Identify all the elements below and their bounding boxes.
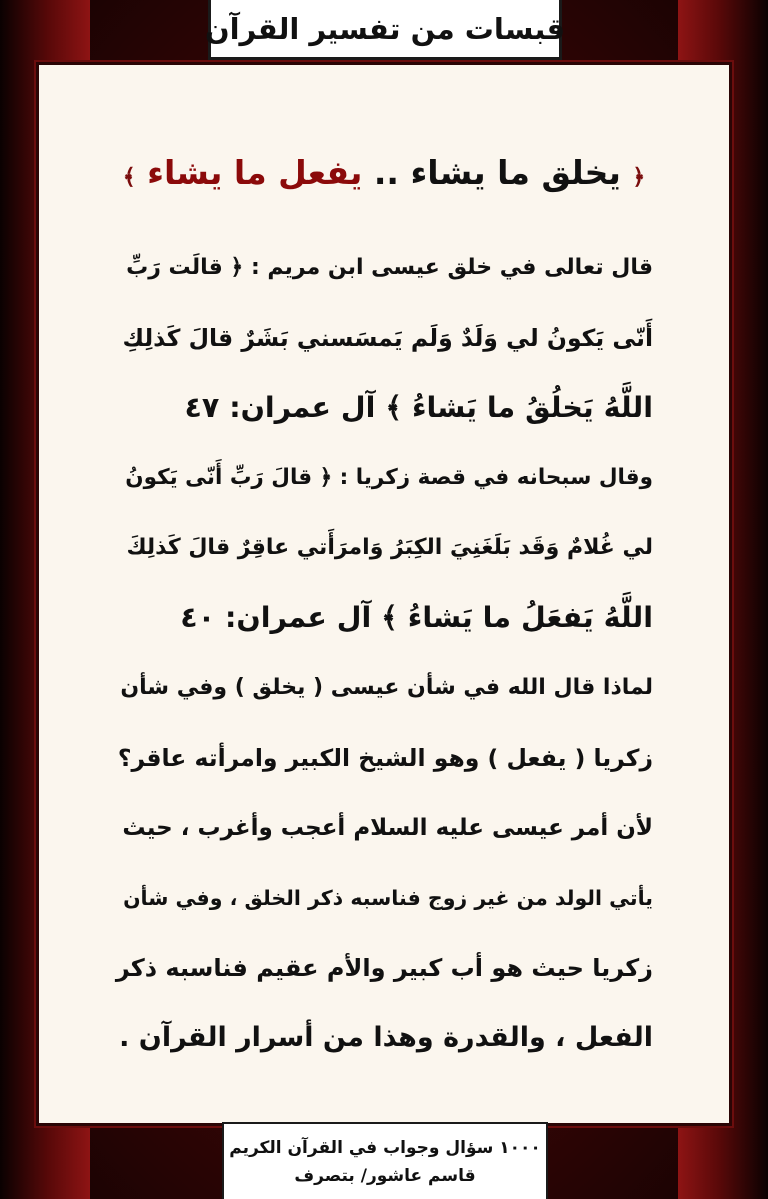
body-text bbox=[115, 233, 653, 1073]
text-line-4: وقال سبحانه في قصة زكريا : ﴿ قالَ رَبِّ أَنّى يَكونُ bbox=[125, 465, 653, 490]
text-line-12: الفعل ، والقدرة وهذا من أسرار القرآن . bbox=[119, 1022, 653, 1053]
heading-close-bracket: ﴾ bbox=[122, 165, 136, 190]
text-line-9: لأن أمر عيسى عليه السلام أعجب وأغرب ، حيث bbox=[122, 815, 653, 841]
text-line-2: أَنّى يَكونُ لي وَلَدٌ وَلَم يَمسَسني بَشَرٌ قالَ كَذلِكِ bbox=[122, 324, 653, 352]
source-author: قاسم عاشور/ بتصرف bbox=[294, 1165, 476, 1186]
text-line-1: قال تعالى في خلق عيسى ابن مريم : ﴿ قالَت رَبِّ bbox=[126, 255, 653, 280]
source-book: ١٠٠٠ سؤال وجواب في القرآن الكريم bbox=[229, 1137, 541, 1158]
source-citation bbox=[222, 1122, 548, 1199]
text-line-5: لي غُلامٌ وَقَد بَلَغَنِيَ الكِبَرُ وَامرَأَتي عاقِرٌ قالَ كَذلِكَ bbox=[126, 535, 653, 560]
heading-part-b: يفعل ما يشاء bbox=[147, 153, 363, 192]
title-banner bbox=[204, 0, 566, 60]
text-line-8: زكريا ( يفعل ) وهو الشيخ الكبير وامرأته عاقر؟ bbox=[117, 744, 653, 772]
heading-open-bracket: ﴿ bbox=[632, 165, 646, 190]
heading bbox=[39, 153, 729, 192]
heading-part-a: يخلق ما يشاء bbox=[410, 153, 621, 192]
content-panel bbox=[36, 62, 732, 1126]
text-line-10: يأتي الولد من غير زوج فناسبه ذكر الخلق ، وفي شأن bbox=[123, 886, 653, 910]
text-line-7: لماذا قال الله في شأن عيسى ( يخلق ) وفي شأن bbox=[120, 675, 653, 700]
text-line-3: اللَّهُ يَخلُقُ ما يَشاءُ ﴾ آل عمران: ٤٧ bbox=[184, 391, 653, 424]
page-title: قبسات من تفسير القرآن bbox=[204, 11, 566, 46]
heading-separator: .. bbox=[362, 153, 411, 192]
text-line-11: زكريا حيث هو أب كبير والأم عقيم فناسبه ذكر bbox=[115, 954, 653, 982]
text-line-6: اللَّهُ يَفعَلُ ما يَشاءُ ﴾ آل عمران: ٤٠ bbox=[180, 601, 653, 634]
